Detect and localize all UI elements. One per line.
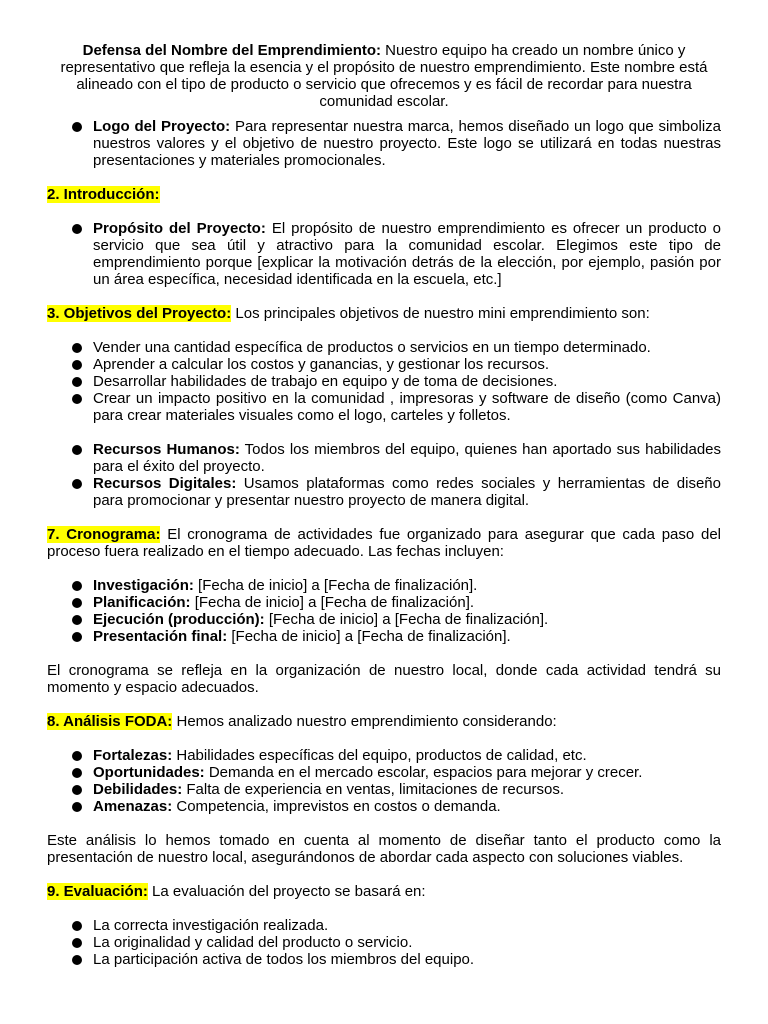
swot-text: Falta de experiencia en ventas, limitaciones de recursos.	[182, 781, 565, 798]
section-3-text: Los principales objetivos de nuestro mini emprendimiento son:	[231, 305, 650, 322]
list-item	[47, 441, 721, 475]
name-defense-text: Nuestro equipo ha creado un nombre único y representativo que refleja la esencia y el propósito de nuestro emprendimiento. Este nombre está alineado con el tipo de producto o servicio que ofrecemos y es fácil de recordar para nuestra comunidad escolar.	[60, 42, 708, 110]
list-item	[47, 781, 721, 798]
list-item: La correcta investigación realizada.	[47, 917, 721, 934]
objectives-list	[47, 339, 721, 424]
swot-label: Oportunidades:	[93, 764, 205, 781]
section-7-heading: 7. Cronograma:	[47, 526, 161, 543]
purpose-text: El propósito de nuestro emprendimiento es ofrecer un producto o servicio que sea útil y atractivo para la comunidad escolar. Elegimos este tipo de emprendimiento porque [explicar la motivación detrás de la elección, por ejemplo, pasión por un área específica, necesidad identificada en la escuela, etc.]	[93, 220, 721, 288]
name-defense-paragraph	[47, 42, 721, 110]
name-defense-heading: Defensa del Nombre del Emprendimiento:	[82, 42, 382, 59]
schedule-text: [Fecha de inicio] a [Fecha de finalización].	[193, 577, 478, 594]
list-item: La originalidad y calidad del producto o servicio.	[47, 934, 721, 951]
list-item	[47, 747, 721, 764]
section-9-heading: 9. Evaluación:	[47, 883, 148, 900]
list-item: Crear un impacto positivo en la comunidad , impresoras y software de diseño (como Canva) para crear materiales visuales como el logo, carteles y folletos.	[47, 390, 721, 424]
list-item	[47, 220, 721, 288]
list-item	[47, 475, 721, 509]
swot-label: Fortalezas:	[93, 747, 173, 764]
section-3-paragraph	[47, 305, 721, 322]
logo-list	[47, 118, 721, 169]
list-item	[47, 611, 721, 628]
schedule-text: [Fecha de inicio] a [Fecha de finalización].	[227, 628, 511, 645]
list-item: Desarrollar habilidades de trabajo en equipo y de toma de decisiones.	[47, 373, 721, 390]
resource-text: Usamos plataformas como redes sociales y herramientas de diseño para promocionar y presentar nuestro proyecto de manera digital.	[93, 475, 721, 509]
resource-text: Todos los miembros del equipo, quienes han aportado sus habilidades para el éxito del proyecto.	[93, 441, 722, 475]
logo-label: Logo del Proyecto:	[93, 118, 231, 135]
list-item	[47, 628, 721, 645]
list-item: Vender una cantidad específica de productos o servicios en un tiempo determinado.	[47, 339, 721, 356]
resource-label: Recursos Digitales:	[93, 475, 237, 492]
list-item: La participación activa de todos los miembros del equipo.	[47, 951, 721, 968]
swot-text: Habilidades específicas del equipo, productos de calidad, etc.	[172, 747, 587, 764]
list-item	[47, 577, 721, 594]
section-8-paragraph	[47, 713, 721, 730]
list-item	[47, 118, 721, 169]
section-2-paragraph	[47, 186, 721, 203]
list-item	[47, 798, 721, 815]
schedule-label: Presentación final:	[93, 628, 228, 645]
section-8-text: Hemos analizado nuestro emprendimiento considerando:	[172, 713, 557, 730]
section-7-text: El cronograma de actividades fue organizado para asegurar que cada paso del proceso fuera realizado en el tiempo adecuado. Las fechas incluyen:	[47, 526, 722, 560]
resource-label: Recursos Humanos:	[93, 441, 240, 458]
resources-list	[47, 441, 721, 509]
schedule-closing: El cronograma se refleja en la organización de nuestro local, donde cada actividad tendrá su momento y espacio adecuados.	[47, 662, 721, 696]
list-item	[47, 764, 721, 781]
section-7-paragraph	[47, 526, 721, 560]
evaluation-list	[47, 917, 721, 968]
section-9-text: La evaluación del proyecto se basará en:	[147, 883, 426, 900]
swot-text: Competencia, imprevistos en costos o demanda.	[172, 798, 501, 815]
section-2-list	[47, 220, 721, 288]
swot-list	[47, 747, 721, 815]
swot-label: Amenazas:	[93, 798, 173, 815]
swot-closing: Este análisis lo hemos tomado en cuenta al momento de diseñar tanto el producto como la presentación de nuestro local, asegurándonos de abordar cada aspecto con soluciones viables.	[47, 832, 721, 866]
schedule-label: Investigación:	[93, 577, 194, 594]
schedule-text: [Fecha de inicio] a [Fecha de finalización].	[264, 611, 549, 628]
section-8-heading: 8. Análisis FODA:	[47, 713, 173, 730]
section-2-heading: 2. Introducción:	[47, 186, 160, 203]
swot-label: Debilidades:	[93, 781, 183, 798]
purpose-label: Propósito del Proyecto:	[93, 220, 266, 237]
list-item: Aprender a calcular los costos y ganancias, y gestionar los recursos.	[47, 356, 721, 373]
section-3-heading: 3. Objetivos del Proyecto:	[47, 305, 232, 322]
schedule-list	[47, 577, 721, 645]
list-item	[47, 594, 721, 611]
swot-text: Demanda en el mercado escolar, espacios para mejorar y crecer.	[204, 764, 643, 781]
schedule-text: [Fecha de inicio] a [Fecha de finalización].	[190, 594, 475, 611]
section-9-paragraph	[47, 883, 721, 900]
schedule-label: Planificación:	[93, 594, 191, 611]
schedule-label: Ejecución (producción):	[93, 611, 265, 628]
logo-text: Para representar nuestra marca, hemos diseñado un logo que simboliza nuestros valores y el objetivo de nuestro proyecto. Este logo se utilizará en todas nuestras presentaciones y materiales promocionales.	[93, 118, 721, 169]
